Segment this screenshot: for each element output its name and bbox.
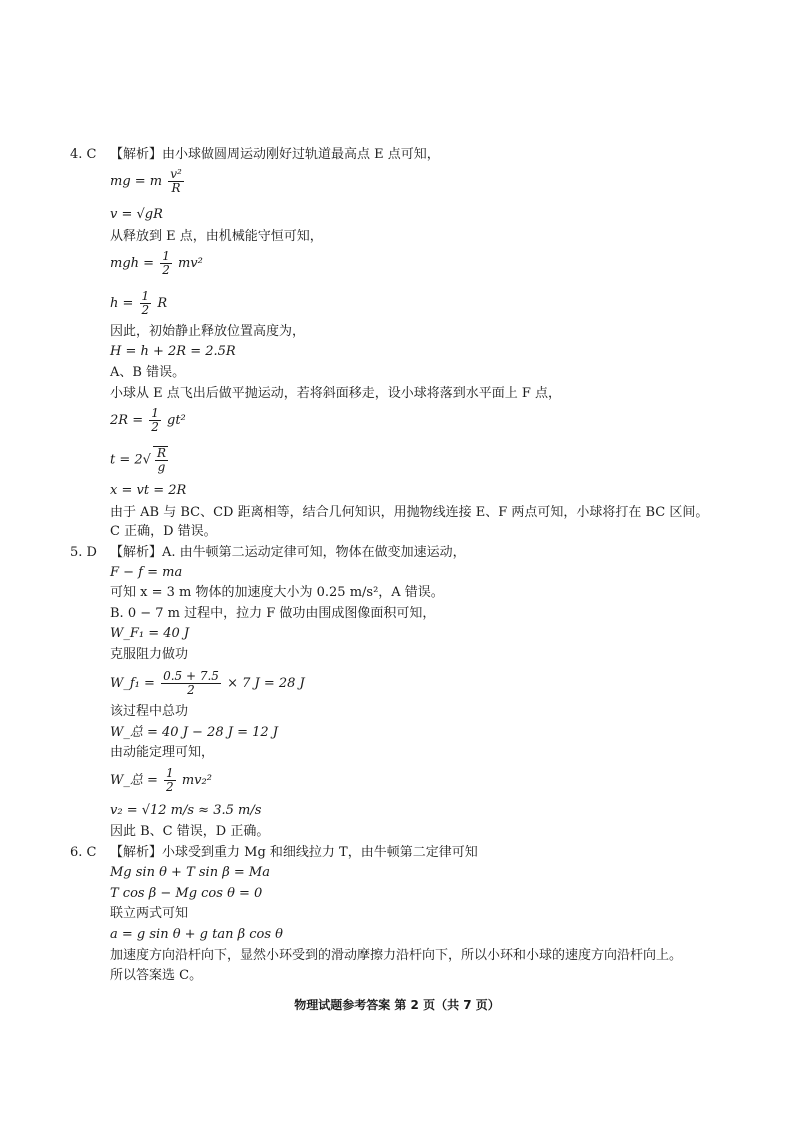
- q5-eq3-numerator: 0.5 + 7.5: [163, 669, 219, 683]
- q4-eq6-left: 2R =: [110, 413, 144, 428]
- q4-intro: 【解析】由小球做圆周运动刚好过轨道最高点 E 点可知，: [110, 147, 440, 162]
- q5-text5: 由动能定理可知，: [110, 745, 215, 760]
- q4-eq6: [110, 407, 186, 434]
- q4-eq4-numerator: 1: [141, 289, 150, 303]
- q4-eq8: x = vt = 2R: [110, 483, 187, 498]
- q4-eq1-denominator: R: [171, 181, 181, 195]
- q6-text3: 所以答案选 C。: [110, 968, 203, 983]
- q5-eq3-left: W_f₁ =: [110, 676, 155, 691]
- q5-eq5: [110, 767, 212, 794]
- q5-eq6: v₂ = √12 m/s ≈ 3.5 m/s: [110, 803, 262, 818]
- q4-eq3-left: mgh =: [110, 256, 155, 271]
- q4-text3: A、B 错误。: [110, 365, 186, 380]
- q5-eq5-denominator: 2: [166, 780, 174, 794]
- q4-eq4-left: h =: [110, 296, 134, 311]
- q6-text1: 联立两式可知: [110, 906, 189, 921]
- q4-eq3: [110, 250, 203, 277]
- q4-text6: C 正确，D 错误。: [110, 524, 217, 539]
- q6-eq3: a = g sin θ + g tan β cos θ: [110, 927, 283, 942]
- q4-eq6-right: gt²: [167, 413, 186, 428]
- q4-eq1-fraction: [168, 168, 184, 195]
- q4-eq3-right: mv²: [177, 256, 203, 271]
- q5-eq3-right: × 7 J = 28 J: [227, 676, 305, 691]
- q4-eq4-fraction: [140, 290, 152, 317]
- q6-eq2: T cos β − Mg cos θ = 0: [110, 886, 263, 901]
- q4-eq3-numerator: 1: [162, 249, 170, 263]
- q5-eq3: [110, 670, 305, 697]
- q5-eq5-right: mv₂²: [181, 773, 212, 788]
- q5-eq3-denominator: 2: [187, 683, 195, 697]
- q4-eq7-numerator: R: [156, 446, 166, 460]
- q5-eq4: W_总 = 40 J − 28 J = 12 J: [110, 725, 278, 740]
- q4-eq7-denominator: g: [157, 460, 166, 474]
- q4-text5: 由于 AB 与 BC、CD 距离相等，结合几何知识，用抛物线连接 E、F 两点可知，小球将打在 BC 区间。: [110, 505, 709, 520]
- q4-eq4: [110, 290, 167, 317]
- q4-eq4-right: R: [157, 296, 168, 311]
- q5-intro: 【解析】A. 由牛顿第二运动定律可知，物体在做变加速运动，: [110, 545, 466, 560]
- q5-number: 5. D: [70, 545, 97, 560]
- q4-eq6-fraction: [149, 407, 161, 434]
- q6-intro: 【解析】小球受到重力 Mg 和细线拉力 T，由牛顿第二定律可知: [110, 845, 478, 860]
- q5-eq5-left: W_总 =: [110, 773, 158, 788]
- q4-eq7: [110, 446, 170, 474]
- q5-eq5-numerator: 1: [166, 766, 174, 780]
- q4-text4: 小球从 E 点飞出后做平抛运动，若将斜面移走，设小球将落到水平面上 F 点，: [110, 386, 562, 401]
- q5-text6: 因此 B、C 错误，D 正确。: [110, 824, 270, 839]
- q4-eq3-fraction: [160, 250, 172, 277]
- q4-eq3-denominator: 2: [162, 263, 170, 277]
- q4-eq1-left: mg = m: [110, 174, 163, 189]
- q4-eq7-fraction: [153, 446, 168, 474]
- q6-eq1: Mg sin θ + T sin β = Ma: [110, 865, 270, 880]
- q4-eq7-left: t = 2: [110, 452, 143, 468]
- q5-text2: B. 0 − 7 m 过程中，拉力 F 做功由围成图像面积可知，: [110, 606, 436, 621]
- q4-number: 4. C: [70, 147, 97, 162]
- q4-text1: 从释放到 E 点，由机械能守恒可知，: [110, 229, 323, 244]
- q5-eq2: W_F₁ = 40 J: [110, 626, 190, 641]
- q4-eq1: [110, 168, 186, 195]
- q4-text2: 因此，初始静止释放位置高度为，: [110, 324, 306, 339]
- q5-text3: 克服阻力做功: [110, 647, 189, 662]
- q4-eq5: H = h + 2R = 2.5R: [110, 344, 236, 359]
- sqrt-sign-icon: √: [142, 452, 151, 468]
- q5-eq3-fraction: [161, 670, 221, 697]
- q5-eq1: F − f = ma: [110, 565, 183, 580]
- q4-eq1-numerator: v²: [170, 167, 182, 181]
- q4-eq6-numerator: 1: [151, 406, 159, 420]
- q4-eq2: v = √gR: [110, 207, 163, 222]
- q6-number: 6. C: [70, 845, 97, 860]
- page-footer: 物理试题参考答案 第 2 页（共 7 页）: [294, 998, 500, 1012]
- q4-eq4-denominator: 2: [141, 303, 150, 317]
- q5-eq5-fraction: [164, 767, 176, 794]
- q6-text2: 加速度方向沿杆向下，显然小环受到的滑动摩擦力沿杆向下，所以小环和小球的速度方向沿杆向上。: [110, 948, 683, 963]
- q4-eq6-denominator: 2: [151, 420, 159, 434]
- q5-text1: 可知 x = 3 m 物体的加速度大小为 0.25 m/s²，A 错误。: [110, 585, 444, 600]
- q5-text4: 该过程中总功: [110, 704, 189, 719]
